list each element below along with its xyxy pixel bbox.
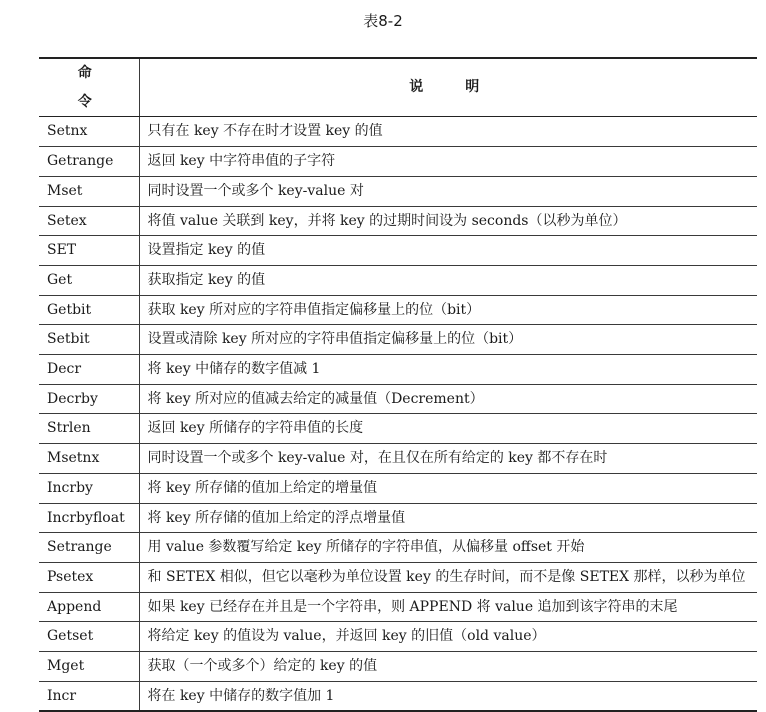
table-row [39,562,757,592]
command-cell: Get [39,265,139,295]
description-cell: 将 key 所存储的值加上给定的浮点增量值 [139,503,757,533]
table-row [39,206,757,236]
header-command: 命令 [39,58,139,117]
command-cell: Mget [39,652,139,682]
description-cell: 将 key 所对应的值减去给定的减量值（Decrement） [139,384,757,414]
description-cell: 只有在 key 不存在时才设置 key 的值 [139,117,757,147]
command-cell: Setbit [39,325,139,355]
command-cell: Incrby [39,473,139,503]
command-cell: SET [39,236,139,266]
command-cell: Strlen [39,414,139,444]
table-row [39,176,757,206]
command-cell: Psetex [39,562,139,592]
table-row [39,265,757,295]
table-row [39,117,757,147]
description-cell: 返回 key 所储存的字符串值的长度 [139,414,757,444]
description-cell: 同时设置一个或多个 key-value 对，在且仅在所有给定的 key 都不存在时 [139,444,757,474]
description-cell: 获取（一个或多个）给定的 key 的值 [139,652,757,682]
table-row [39,295,757,325]
description-cell: 将在 key 中储存的数字值加 1 [139,681,757,711]
command-cell: Getbit [39,295,139,325]
description-cell: 将 key 中储存的数字值减 1 [139,355,757,385]
table-row [39,533,757,563]
command-cell: Msetnx [39,444,139,474]
description-cell: 将值 value 关联到 key，并将 key 的过期时间设为 seconds（以秒为单位） [139,206,757,236]
command-cell: Setnx [39,117,139,147]
table-row [39,355,757,385]
description-cell: 设置或清除 key 所对应的字符串值指定偏移量上的位（bit） [139,325,757,355]
table-row [39,414,757,444]
table-row [39,236,757,266]
description-cell: 用 value 参数覆写给定 key 所储存的字符串值，从偏移量 offset 开始 [139,533,757,563]
command-cell: Decrby [39,384,139,414]
command-cell: Decr [39,355,139,385]
table-row [39,325,757,355]
table-row [39,592,757,622]
description-cell: 将给定 key 的值设为 value，并返回 key 的旧值（old value） [139,622,757,652]
command-cell: Getset [39,622,139,652]
command-cell: Append [39,592,139,622]
description-cell: 返回 key 中字符串值的子字符 [139,147,757,177]
table-caption: 表8-2 [363,12,403,30]
description-cell: 如果 key 已经存在并且是一个字符串，则 APPEND 将 value 追加到该字符串的末尾 [139,592,757,622]
table-row [39,147,757,177]
table-row [39,384,757,414]
table-row [39,652,757,682]
command-cell: Incr [39,681,139,711]
table-row [39,444,757,474]
header-description: 说明 [139,58,757,117]
description-cell: 将 key 所存储的值加上给定的增量值 [139,473,757,503]
command-cell: Incrbyfloat [39,503,139,533]
command-table [39,57,757,712]
table-row [39,681,757,711]
command-cell: Setex [39,206,139,236]
description-cell: 设置指定 key 的值 [139,236,757,266]
description-cell: 和 SETEX 相似，但它以毫秒为单位设置 key 的生存时间，而不是像 SETEX 那样，以秒为单位 [139,562,757,592]
description-cell: 同时设置一个或多个 key-value 对 [139,176,757,206]
description-cell: 获取指定 key 的值 [139,265,757,295]
description-cell: 获取 key 所对应的字符串值指定偏移量上的位（bit） [139,295,757,325]
command-cell: Getrange [39,147,139,177]
table-row [39,503,757,533]
command-cell: Mset [39,176,139,206]
table-header-row [39,58,757,117]
table-row [39,622,757,652]
table-row [39,473,757,503]
command-cell: Setrange [39,533,139,563]
